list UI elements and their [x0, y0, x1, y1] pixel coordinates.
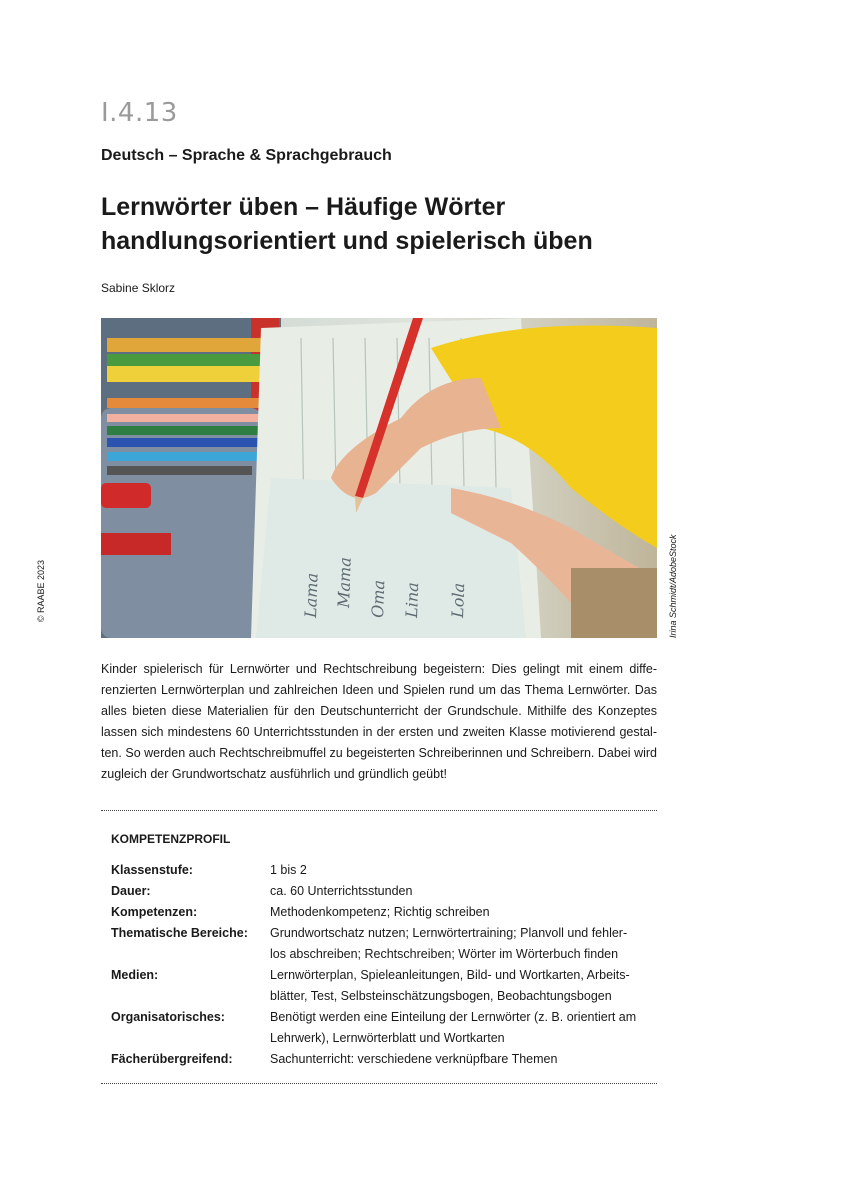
profile-label: Dauer: — [111, 884, 151, 898]
profile-label: Fächerübergreifend: — [111, 1052, 233, 1066]
intro-line: ten. So werden auch Rechtschreibmuffel zu begeisterten Schreiberinnen und Schreibern. Dabei wird — [101, 746, 657, 760]
copyright-notice: © RAABE 2023 — [36, 560, 46, 623]
handwriting-word-1: Lama — [301, 572, 322, 619]
profile-row — [111, 1007, 651, 1049]
author: Sabine Sklorz — [101, 281, 176, 295]
intro-line: zugleich der Grundwortschatz ausführlich und gründlich geübt! — [101, 767, 448, 781]
title-line-2: handlungsorientiert und spielerisch üben — [101, 227, 593, 255]
profile-row — [111, 860, 651, 881]
profile-label: Medien: — [111, 968, 159, 982]
divider-bottom — [101, 1083, 657, 1084]
profile-value: Grundwortschatz nutzen; Lernwörtertraining; Planvoll und fehler- los abschreiben; Rechtschreiben; Wörter im Wörterbuch finden — [270, 926, 628, 961]
profile-value: 1 bis 2 — [270, 863, 307, 877]
profile-row — [111, 1049, 651, 1070]
profile-label: Organisatorisches: — [111, 1010, 225, 1024]
profile-value: Sachunterricht: verschiedene verknüpfbare Themen — [270, 1052, 558, 1066]
intro-line: alles bieten diese Materialien für den Deutschunterricht der Grundschule. Mithilfe des Konzeptes — [101, 704, 657, 718]
photo-credit: Irina Schmidt/AdobeStock — [668, 534, 678, 638]
profile-row — [111, 902, 651, 923]
title-line-1: Lernwörter üben – Häufige Wörter — [101, 193, 506, 221]
handwriting-word-4: Lina — [402, 581, 423, 619]
profile-label: Kompetenzen: — [111, 905, 198, 919]
photo-illustration — [101, 318, 657, 638]
intro-line: Kinder spielerisch für Lernwörter und Rechtschreibung begeistern: Dies gelingt mit einem diffe- — [101, 662, 657, 676]
document-code: I.4.13 — [101, 98, 178, 128]
profile-label: Klassenstufe: — [111, 863, 193, 877]
handwriting-word-3: Oma — [368, 579, 389, 619]
profile-label: Thematische Bereiche: — [111, 926, 248, 940]
profile-heading: KOMPETENZPROFIL — [111, 832, 231, 846]
profile-row — [111, 923, 651, 965]
competence-profile — [111, 860, 651, 1070]
divider-top — [101, 810, 657, 811]
profile-value: Methodenkompetenz; Richtig schreiben — [270, 905, 490, 919]
handwriting-word-2: Mama — [334, 556, 355, 609]
profile-value: ca. 60 Unterrichtsstunden — [270, 884, 413, 898]
page-title — [101, 190, 701, 258]
cover-photo — [101, 318, 657, 638]
intro-line: renzierten Lernwörterplan und zahlreichen Ideen und Spielen rund um das Thema Lernwörter. Das — [101, 683, 657, 697]
profile-value: Benötigt werden eine Einteilung der Lernwörter (z. B. orientiert am Lehrwerk), Lernwörterblatt und Wortkarten — [270, 1010, 637, 1045]
profile-value: Lernwörterplan, Spieleanleitungen, Bild- und Wortkarten, Arbeits- blätter, Test, Selbsteinschätzungsbogen, Beobachtungsbogen — [270, 968, 630, 1003]
profile-row — [111, 965, 651, 1007]
profile-row — [111, 881, 651, 902]
intro-line: lassen sich mindestens 60 Unterrichtsstunden in der ersten und zweiten Klasse motivierend gestal- — [101, 725, 657, 739]
handwriting-word-5: Lola — [448, 582, 469, 619]
subject-heading: Deutsch – Sprache & Sprachgebrauch — [101, 147, 392, 164]
intro-paragraph — [101, 659, 657, 785]
